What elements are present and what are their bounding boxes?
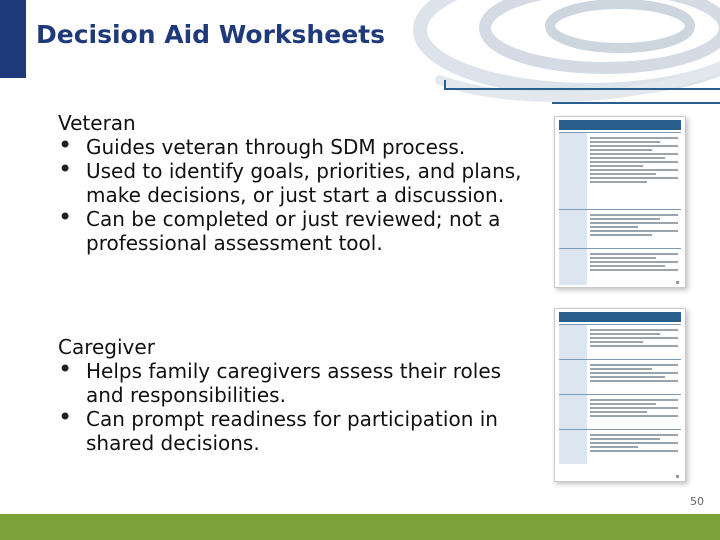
footer-bar xyxy=(0,514,720,540)
veteran-worksheet-thumbnail xyxy=(554,116,686,288)
list-item xyxy=(58,355,528,407)
bullet-text: Used to identify goals, priorities, and plans, make decisions, or just start a discussion. xyxy=(86,159,522,207)
page-number: 50 xyxy=(690,495,704,508)
bullet-text: Can be completed or just reviewed; not a professional assessment tool. xyxy=(86,207,501,255)
bullet-text: Helps family caregivers assess their roles and responsibilities. xyxy=(86,359,502,407)
veteran-heading: Veteran xyxy=(58,111,136,135)
bullet-icon: • xyxy=(58,403,73,431)
worksheet-row xyxy=(559,132,681,209)
veteran-section xyxy=(58,111,528,255)
worksheet-row xyxy=(559,359,681,394)
bullet-icon: • xyxy=(58,155,73,183)
title-underline-step xyxy=(552,102,720,104)
bullet-icon: • xyxy=(58,131,73,159)
worksheet-row xyxy=(559,394,681,429)
bullet-icon: • xyxy=(58,203,73,231)
slide-title: Decision Aid Worksheets xyxy=(36,20,385,49)
title-accent-bar xyxy=(0,0,26,78)
worksheet-row xyxy=(559,429,681,464)
worksheet-header-band xyxy=(559,120,681,130)
veteran-bullet-list xyxy=(58,131,528,255)
list-item xyxy=(58,155,528,207)
caregiver-worksheet-thumbnail xyxy=(554,308,686,482)
list-item xyxy=(58,403,528,455)
caregiver-bullet-list xyxy=(58,355,528,455)
worksheet-row xyxy=(559,324,681,359)
list-item xyxy=(58,203,528,255)
caregiver-section xyxy=(58,335,528,455)
bullet-text: Can prompt readiness for participation in shared decisions. xyxy=(86,407,498,455)
bullet-text: Guides veteran through SDM process. xyxy=(86,135,466,159)
bullet-icon: • xyxy=(58,355,73,383)
caregiver-heading: Caregiver xyxy=(58,335,155,359)
worksheet-row xyxy=(559,248,681,285)
title-underline xyxy=(446,88,720,100)
worksheet-row xyxy=(559,209,681,248)
worksheet-header-band xyxy=(559,312,681,322)
list-item xyxy=(58,131,528,159)
